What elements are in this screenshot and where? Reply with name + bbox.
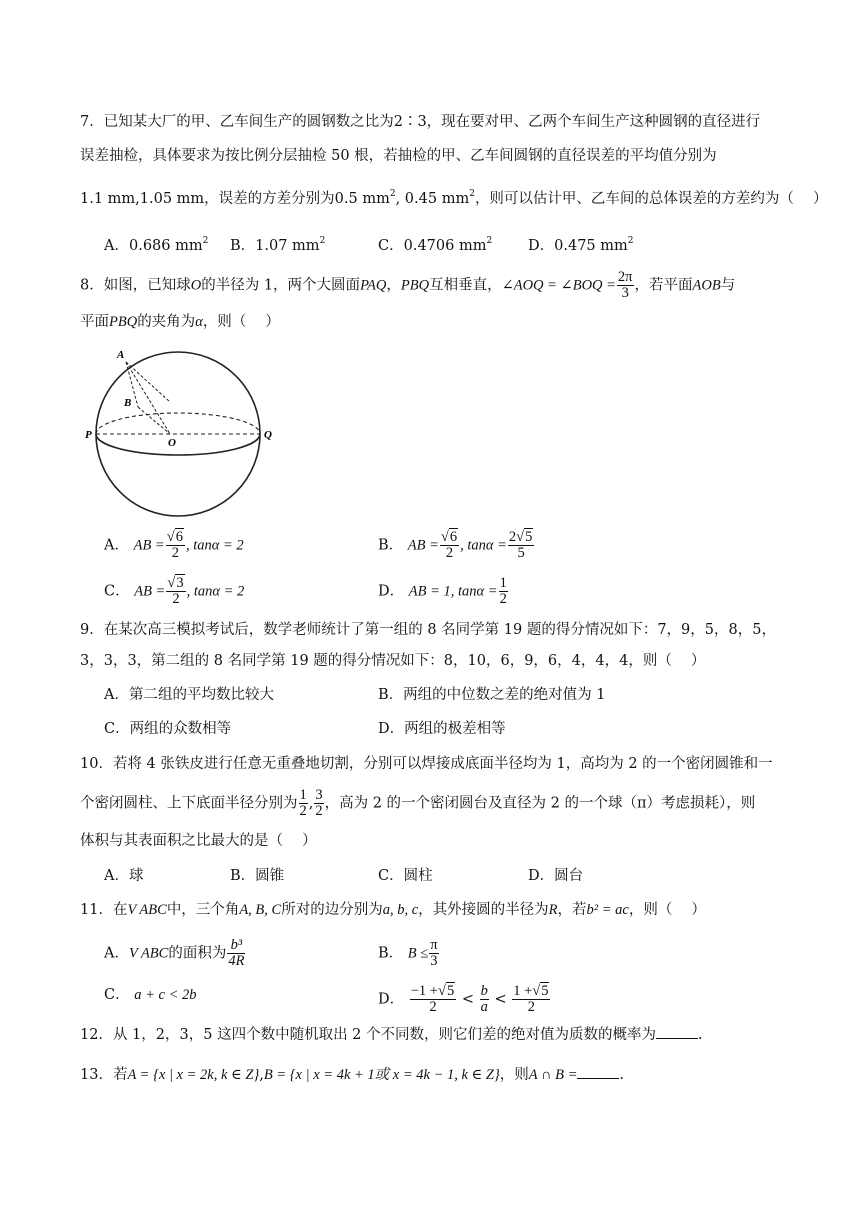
q10-line3: 体积与其表面积之比最大的是（ ） — [80, 833, 317, 849]
equator-back — [96, 413, 260, 434]
q10-option-c[interactable]: C．圆柱 — [378, 868, 433, 884]
label-o: O — [168, 437, 176, 449]
q12-line: 12．从 1，2，3，5 这四个数中随机取出 2 个不同数，则它们差的绝对值为质数的概率为 . — [80, 1024, 780, 1046]
q8-option-a[interactable]: A． AB = $\frac{√6}{2}$ , tanα = 2 — [104, 529, 244, 561]
sphere-figure — [84, 340, 274, 520]
label-p: P — [85, 429, 92, 441]
segment-ao — [126, 362, 170, 434]
q8-line2: 平面PBQ的夹角为α，则（ ） — [80, 314, 280, 330]
q11-stem: 11．在V ABC中，三个角A, B, C所对的边分别为a, b, c，其外接圆的半径为R，若b² = ac，则（ ） — [80, 902, 706, 918]
equator-front — [96, 434, 260, 455]
label-q: Q — [264, 429, 272, 441]
segment-bo — [138, 407, 170, 434]
q11-option-b[interactable]: B． B ≤ $\frac{\pi}{3}$ — [378, 937, 438, 969]
q7-option-d[interactable]: D．0.475 $mm^2$ — [528, 236, 634, 254]
q9-line1: 9．在某次高三模拟考试后，数学老师统计了第一组的 8 名同学第 19 题的得分情况如下：7，9，5，8，5， — [80, 622, 776, 638]
q7-option-a[interactable]: A．0.686 $mm^2$ — [104, 236, 209, 254]
q8-option-d[interactable]: D． AB = 1, tanα = $\frac{1}{2}$ — [378, 575, 507, 607]
q7-line1: 7．已知某大厂的甲、乙车间生产的圆钢数之比为2∶3，现在要对甲、乙两个车间生产这种圆钢的直径进行 — [80, 114, 761, 130]
label-b: B — [124, 397, 132, 409]
q7-option-c[interactable]: C．0.4706 $mm^2$ — [378, 236, 493, 254]
segment-aq — [126, 362, 170, 402]
q10-option-b[interactable]: B．圆锥 — [230, 868, 285, 884]
q9-option-c[interactable]: C．两组的众数相等 — [104, 721, 232, 737]
q7-line3: 1.1 mm,1.05 mm，误差的方差分别为0.5 $mm^2$, 0.45 $mm^2$，则可以估计甲、乙车间的总体误差的方差约为（ ） — [80, 189, 828, 207]
q10-line1: 10．若将 4 张铁皮进行任意无重叠地切割，分别可以焊接成底面半径均为 1，高均为 2 的一个密闭圆锥和一 — [80, 756, 773, 772]
q10-line2: 个密闭圆柱、上下底面半径分别为 $\frac{1}{2}$ , $\frac{3}{2}$ ，高为 2 的一个密闭圆台及直径为 2 的一个球（π）考虑损耗），则 — [80, 787, 756, 819]
q9-option-a[interactable]: A．第二组的平均数比较大 — [104, 687, 274, 703]
q13-line: 13．若A = {x | x = 2k, k ∈ Z},B = {x | x = 4k + 1或 x = 4k − 1, k ∈ Z}，则A ∩ B = . — [80, 1064, 780, 1086]
label-a: A — [117, 349, 125, 361]
q8-option-b[interactable]: B． AB = $\frac{√6}{2}$ , tanα = $\frac{2√5}{5}$ — [378, 529, 533, 561]
q8-option-c[interactable]: C． AB = $\frac{√3}{2}$ , tanα = 2 — [104, 575, 245, 607]
q11-option-c[interactable]: C． a + c < 2b — [104, 987, 197, 1003]
q10-option-a[interactable]: A．球 — [104, 868, 144, 884]
q9-option-d[interactable]: D．两组的极差相等 — [378, 721, 506, 737]
q7-line2: 误差抽检，具体要求为按比例分层抽检 50 根，若抽检的甲、乙车间圆钢的直径误差的平均值分别为 — [80, 148, 717, 164]
q11-option-d[interactable]: D． $\frac{-1 +√5}{2}$ < $\frac{b}{a}$ < $\frac{1 +√5}{2}$ — [378, 983, 549, 1015]
q9-line2: 3，3，3，第二组的 8 名同学第 19 题的得分情况如下：8，10，6，9，6，4，4，4，则（ ） — [80, 653, 706, 669]
q8-line1: 8．如图，已知球O的半径为 1，两个大圆面PAQ，PBQ互相垂直，∠AOQ = ∠BOQ = $\frac{2\pi}{3}$ ，若平面AOB与 — [80, 269, 736, 301]
q10-option-d[interactable]: D．圆台 — [528, 868, 584, 884]
q11-option-a[interactable]: A．V ABC的面积为 $\frac{\text{b³}}{4R}$ — [104, 937, 245, 969]
q9-option-b[interactable]: B．两组的中位数之差的绝对值为 1 — [378, 687, 606, 703]
q7-option-b[interactable]: B．1.07 $mm^2$ — [230, 236, 326, 254]
q13-answer-blank[interactable] — [577, 1064, 619, 1079]
q12-answer-blank[interactable] — [656, 1024, 698, 1039]
